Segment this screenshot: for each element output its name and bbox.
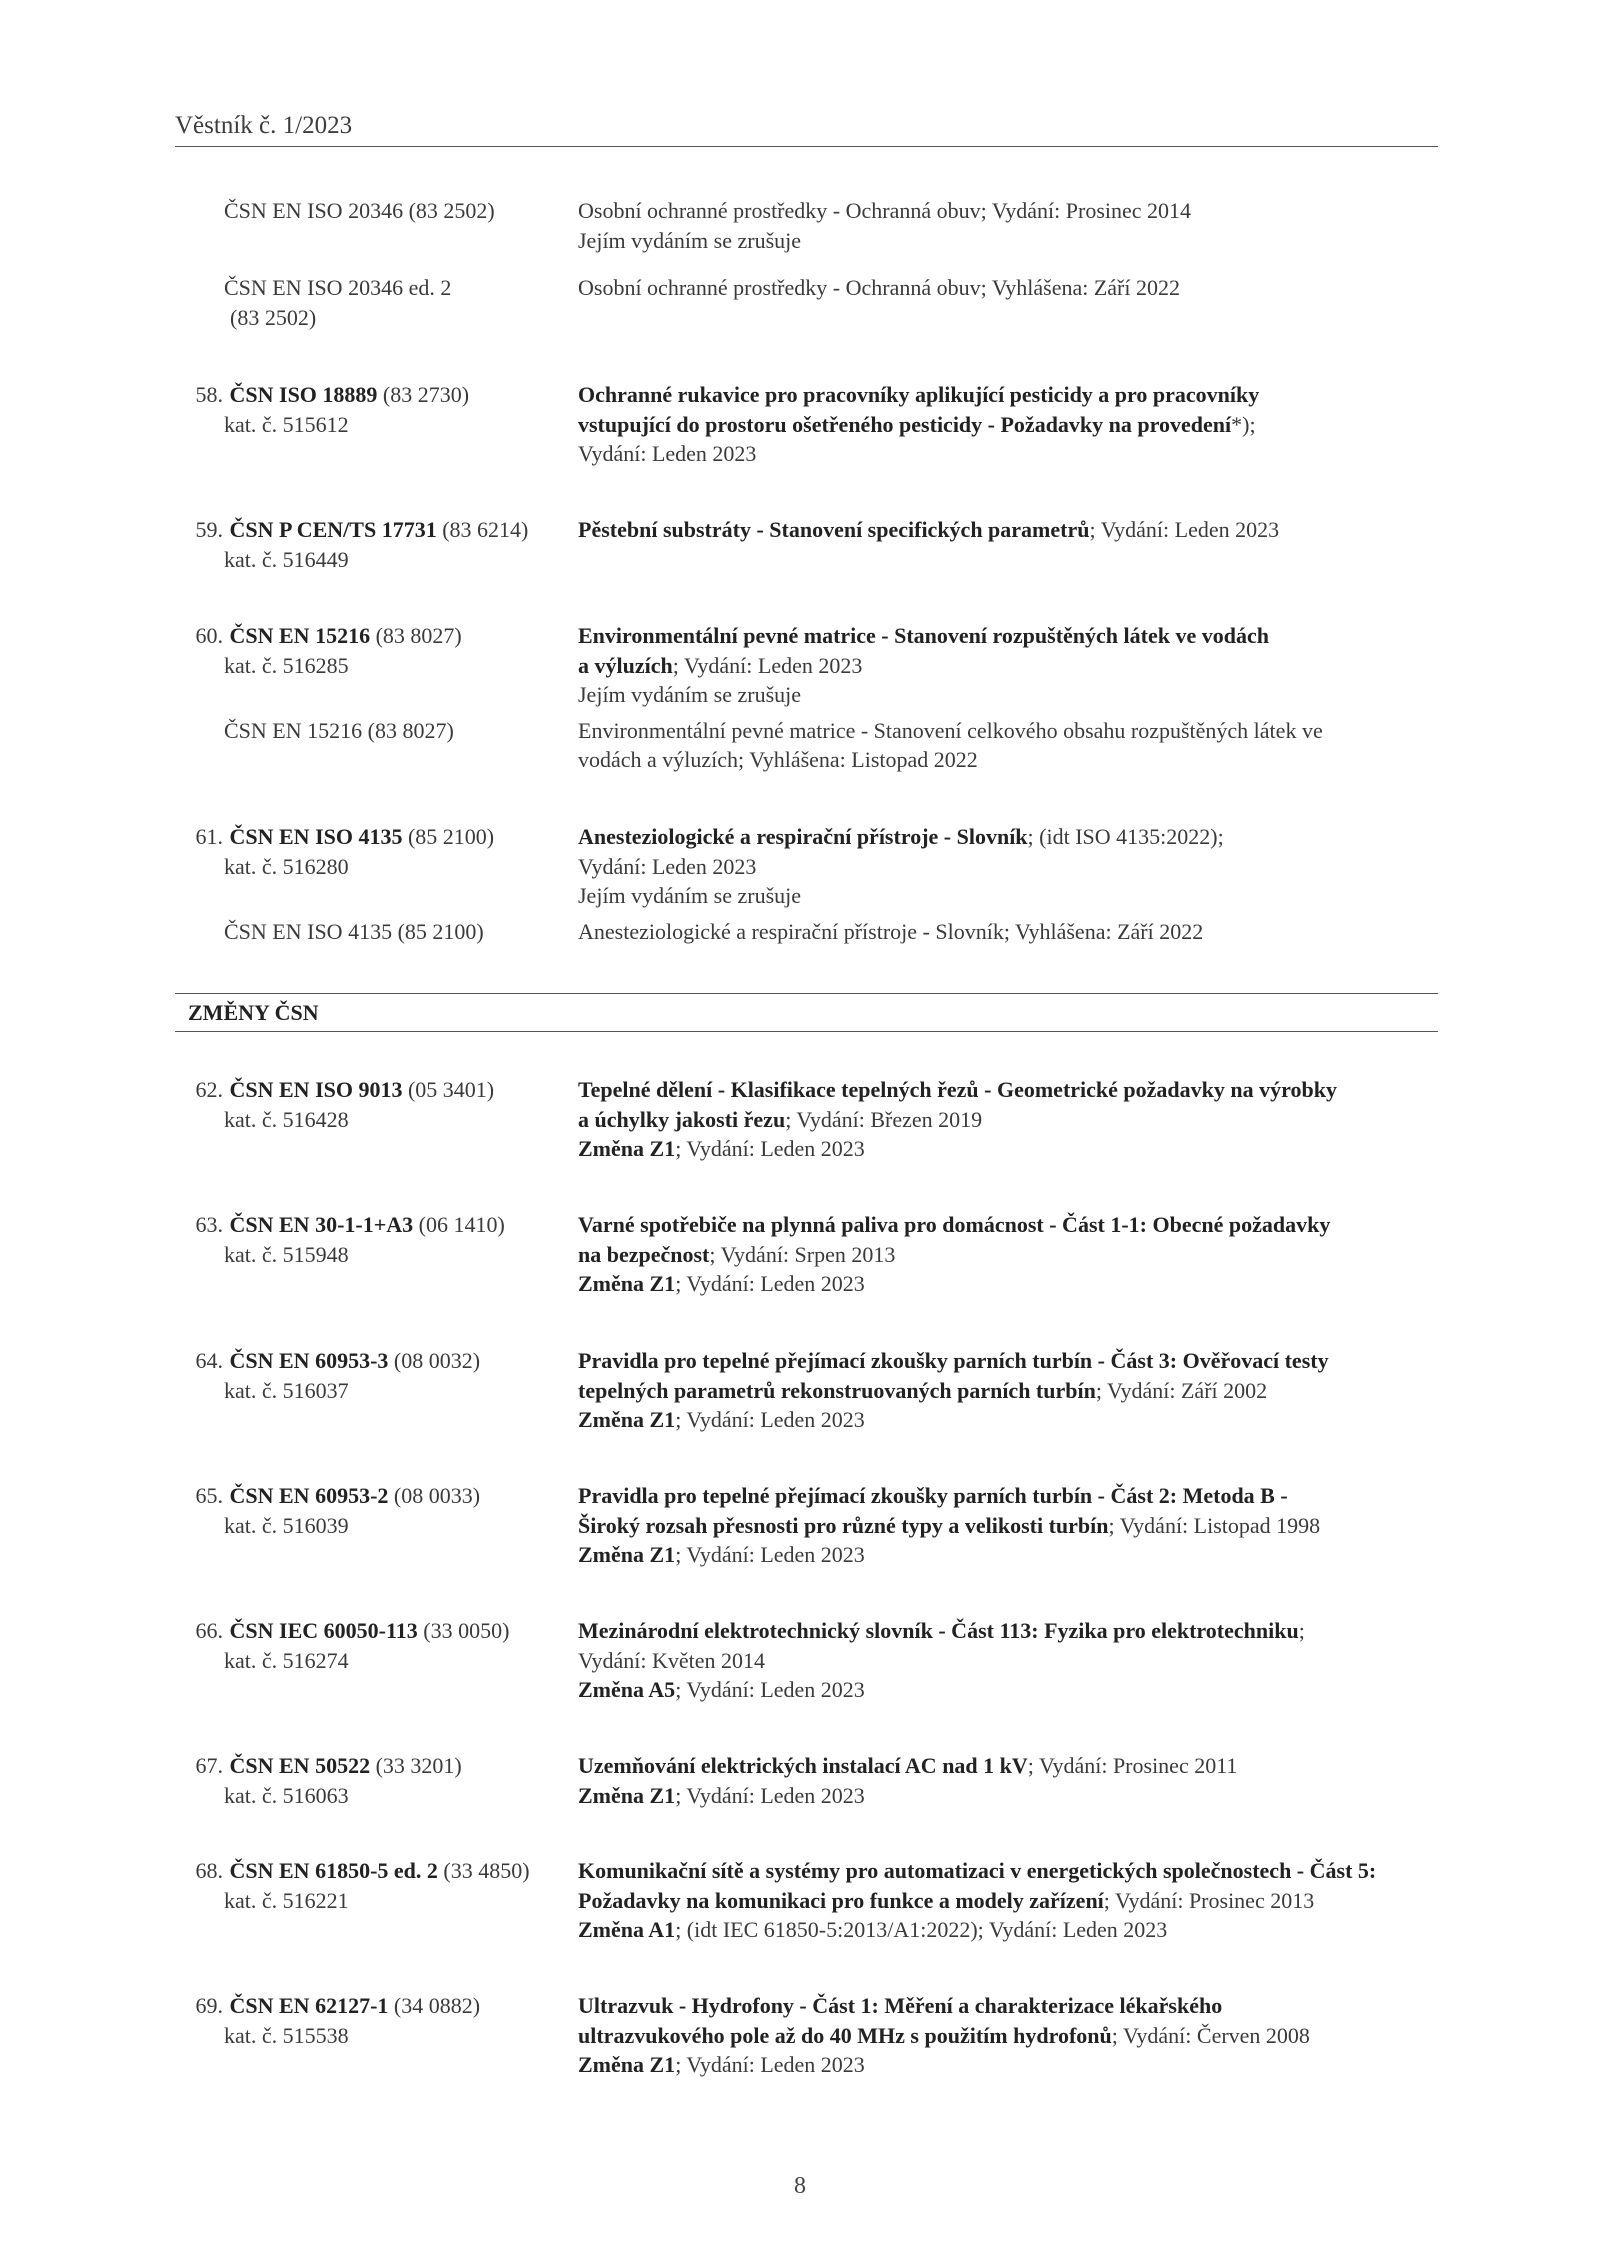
standard-title: Pravidla pro tepelné přejímací zkoušky parních turbín - Část 3: Ověřovací testy: [578, 1348, 1329, 1373]
standard-code: ČSN EN 50522: [229, 1753, 371, 1778]
standard-code: ČSN EN ISO 9013: [229, 1077, 403, 1102]
amendment-label: Změna A5: [578, 1677, 676, 1702]
catalog-number: kat. č. 516037: [224, 1377, 349, 1403]
standard-class: (33 3201): [375, 1753, 462, 1778]
standard-title: Ultrazvuk - Hydrofony - Část 1: Měření a charakterizace lékařského: [578, 1993, 1223, 2018]
amendment-label: Změna Z1: [578, 2052, 676, 2077]
catalog-number: kat. č. 516280: [224, 853, 349, 879]
entry-number: 61.: [195, 824, 223, 849]
catalog-number: kat. č. 516449: [224, 546, 349, 572]
old-standard-code: ČSN EN 15216 (83 8027): [224, 717, 454, 743]
standard-title: Osobní ochranné prostředky - Ochranná obuv; Vyhlášena: Září 2022: [578, 275, 1180, 300]
old-standard-title: vodách a výluzích; Vyhlášena: Listopad 2022: [578, 747, 978, 772]
issue-date: Vydání: Leden 2023: [578, 853, 757, 879]
standard-code: ČSN EN 62127-1: [229, 1993, 389, 2018]
entry-number: 63.: [195, 1212, 223, 1237]
issue-date: ; Vydání: Prosinec 2011: [1027, 1753, 1238, 1778]
standard-code: ČSN EN 61850-5 ed. 2: [229, 1858, 438, 1883]
issue-date: ; Vydání: Červen 2008: [1111, 2022, 1310, 2048]
standard-title: Ochranné rukavice pro pracovníky aplikující pesticidy a pro pracovníky: [578, 382, 1260, 407]
standard-title: a úchylky jakosti řezu: [578, 1106, 786, 1132]
standard-title: na bezpečnost: [578, 1241, 710, 1267]
title-suffix: ; (idt ISO 4135:2022);: [1027, 824, 1224, 849]
catalog-number: kat. č. 516221: [224, 1887, 349, 1913]
issue-date: ; Vydání: Leden 2023: [1089, 517, 1280, 542]
standard-title: vstupující do prostoru ošetřeného pesticidy - Požadavky na provedení: [578, 411, 1232, 437]
section-rule-bottom: [175, 1031, 1438, 1032]
entry-number: 67.: [195, 1753, 223, 1778]
catalog-number: kat. č. 515612: [224, 411, 349, 437]
issue-date: ; Vydání: Březen 2019: [785, 1106, 983, 1132]
issue-date: Vydání: Květen 2014: [578, 1647, 765, 1673]
cancel-note: Jejím vydáním se zrušuje: [578, 682, 802, 707]
standard-title: Tepelné dělení - Klasifikace tepelných řezů - Geometrické požadavky na výrobky: [578, 1077, 1337, 1102]
amendment-date: ; Vydání: Leden 2023: [675, 2052, 865, 2077]
old-standard-code: ČSN EN ISO 4135 (85 2100): [224, 918, 484, 944]
standard-code: ČSN ISO 18889: [229, 382, 378, 407]
amendment-date: ; Vydání: Leden 2023: [675, 1782, 865, 1808]
entry-number: 69.: [195, 1993, 223, 2018]
standard-class: (33 0050): [423, 1618, 510, 1643]
standard-title: Pěstební substráty - Stanovení specifických parametrů: [578, 517, 1090, 542]
standard-title: Osobní ochranné prostředky - Ochranná obuv; Vydání: Prosinec 2014: [578, 198, 1192, 223]
catalog-number: kat. č. 515948: [224, 1241, 349, 1267]
standard-code: ČSN EN ISO 20346 (83 2502): [224, 198, 495, 223]
entry-number: 64.: [195, 1348, 223, 1373]
amendment-date: ; Vydání: Leden 2023: [675, 1271, 865, 1296]
old-standard-title: Anesteziologické a respirační přístroje - Slovník; Vyhlášena: Září 2022: [578, 918, 1204, 944]
catalog-number: kat. č. 516039: [224, 1512, 349, 1538]
amendment-date: ; (idt IEC 61850-5:2013/A1:2022); Vydání: Leden 2023: [675, 1917, 1168, 1942]
standard-class: (33 4850): [443, 1858, 530, 1883]
standard-code: ČSN IEC 60050-113: [229, 1618, 418, 1643]
issue-date: ; Vydání: Listopad 1998: [1108, 1512, 1321, 1538]
amendment-label: Změna A1: [578, 1917, 676, 1942]
standard-title: Široký rozsah přesnosti pro různé typy a velikosti turbín: [578, 1512, 1109, 1538]
issue-date: ; Vydání: Prosinec 2013: [1103, 1887, 1315, 1913]
amendment-label: Změna Z1: [578, 1136, 676, 1161]
standard-class: (34 0882): [393, 1993, 481, 2018]
amendment-label: Změna Z1: [578, 1407, 676, 1432]
catalog-number: kat. č. 516428: [224, 1106, 349, 1132]
standard-title: Komunikační sítě a systémy pro automatizaci v energetických společnostech - Část 5:: [578, 1858, 1377, 1883]
entry-number: 66.: [195, 1618, 223, 1643]
title-suffix: ;: [1298, 1618, 1305, 1643]
standard-class: (08 0033): [393, 1483, 481, 1508]
entry-number: 58.: [195, 382, 223, 407]
standard-title: Varné spotřebiče na plynná paliva pro domácnost - Část 1-1: Obecné požadavky: [578, 1212, 1331, 1237]
entry-number: 62.: [195, 1077, 223, 1102]
cancel-note: Jejím vydáním se zrušuje: [578, 883, 802, 908]
standard-code: ČSN EN 30-1-1+A3: [229, 1212, 414, 1237]
issue-date: ; Vydání: Září 2002: [1095, 1377, 1268, 1403]
standard-class: (85 2100): [407, 824, 495, 849]
catalog-number: kat. č. 515538: [224, 2022, 349, 2048]
entry-number: 68.: [195, 1858, 223, 1883]
standard-title: tepelných parametrů rekonstruovaných parních turbín: [578, 1377, 1096, 1403]
standard-code: ČSN EN 60953-2: [229, 1483, 389, 1508]
standard-title: ultrazvukového pole až do 40 MHz s použitím hydrofonů: [578, 2022, 1112, 2048]
entry-number: 60.: [195, 623, 223, 648]
section-title: ZMĚNY ČSN: [188, 1000, 319, 1025]
amendment-label: Změna Z1: [578, 1542, 676, 1567]
amendment-date: ; Vydání: Leden 2023: [675, 1136, 865, 1161]
standard-class: (83 2502): [230, 304, 317, 330]
cancel-note: Jejím vydáním se zrušuje: [578, 227, 802, 253]
amendment-label: Změna Z1: [578, 1271, 676, 1296]
page-header-title: Věstník č. 1/2023: [175, 112, 353, 139]
page-number: 8: [794, 2173, 806, 2199]
amendment-label: Změna Z1: [578, 1782, 676, 1808]
catalog-number: kat. č. 516285: [224, 652, 349, 678]
amendment-date: ; Vydání: Leden 2023: [675, 1542, 865, 1567]
issue-date: ; Vydání: Leden 2023: [672, 652, 863, 678]
standard-title: Mezinárodní elektrotechnický slovník - Část 113: Fyzika pro elektrotechniku: [578, 1618, 1299, 1643]
standard-class: (83 8027): [375, 623, 462, 648]
issue-date: ; Vydání: Srpen 2013: [709, 1241, 896, 1267]
standard-class: (06 1410): [418, 1212, 505, 1237]
header-rule: [175, 146, 1438, 147]
standard-title: Environmentální pevné matrice - Stanovení rozpuštěných látek ve vodách: [578, 623, 1269, 648]
standard-class: (83 2730): [382, 382, 470, 407]
standard-title: Anesteziologické a respirační přístroje - Slovník: [578, 824, 1028, 849]
catalog-number: kat. č. 516274: [224, 1647, 349, 1673]
standard-code: ČSN P CEN/TS 17731: [229, 517, 437, 542]
standard-code: ČSN EN 60953-3: [229, 1348, 389, 1373]
standard-title: Požadavky na komunikaci pro funkce a modely zařízení: [578, 1887, 1104, 1913]
standard-code: ČSN EN 15216: [229, 623, 371, 648]
standard-class: (83 6214): [442, 517, 529, 542]
standard-code: ČSN EN ISO 4135: [229, 824, 403, 849]
standard-title: a výluzích: [578, 652, 673, 678]
standard-code: ČSN EN ISO 20346 ed. 2: [224, 275, 452, 300]
standard-class: (08 0032): [393, 1348, 481, 1373]
section-rule-top: [175, 993, 1438, 994]
amendment-date: ; Vydání: Leden 2023: [675, 1407, 865, 1432]
standard-class: (05 3401): [407, 1077, 495, 1102]
amendment-date: ; Vydání: Leden 2023: [675, 1677, 865, 1702]
entry-number: 65.: [195, 1483, 223, 1508]
standard-title: Pravidla pro tepelné přejímací zkoušky parních turbín - Část 2: Metoda B -: [578, 1483, 1288, 1508]
old-standard-title: Environmentální pevné matrice - Stanovení celkového obsahu rozpuštěných látek ve: [578, 717, 1323, 743]
catalog-number: kat. č. 516063: [224, 1782, 349, 1808]
issue-date: Vydání: Leden 2023: [578, 441, 757, 466]
entry-number: 59.: [195, 517, 223, 542]
title-suffix: *);: [1231, 411, 1256, 437]
standard-title: Uzemňování elektrických instalací AC nad 1 kV: [578, 1753, 1028, 1778]
